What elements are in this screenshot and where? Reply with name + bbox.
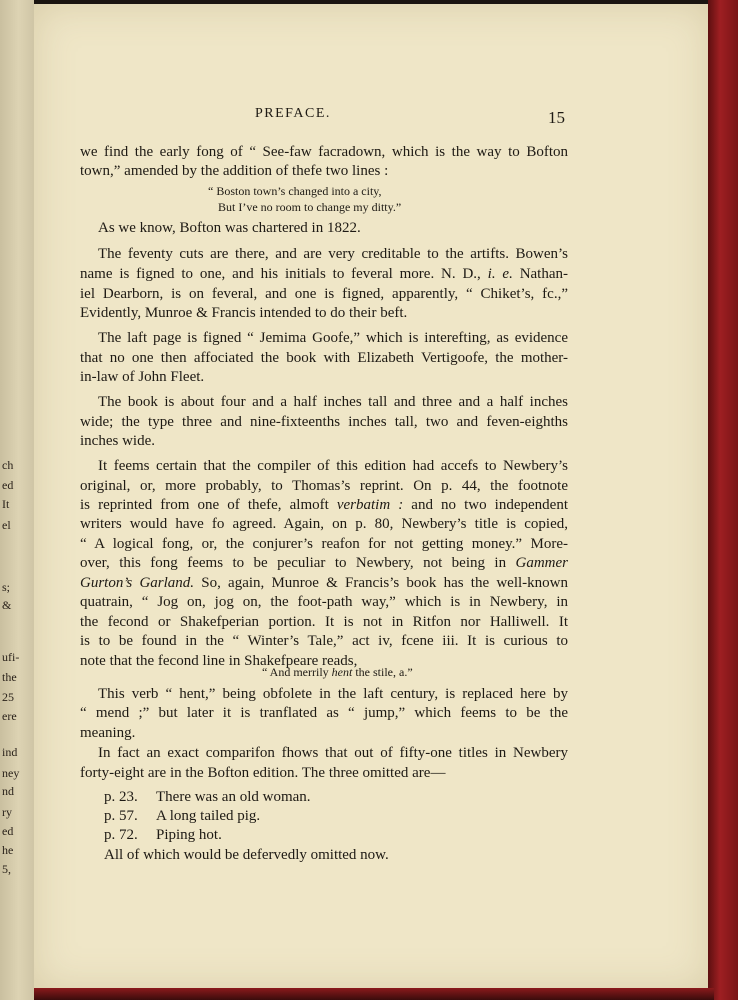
text-line: writers would have fo agreed. Again, on p. 80, Newbery’s title is copied, [80,516,568,532]
text-line [80,573,568,593]
italic-run: Gurton’s Garland. [80,575,195,591]
text-run: “ And merrily [262,665,332,679]
list-item-page: p. 57. [104,808,138,824]
text-line: note that the fecond line in Shakefpeare reads, [80,653,358,669]
margin-fragment: ed [2,824,14,838]
text-line: As we know, Bofton was chartered in 1822. [98,220,361,236]
list-item-title: Piping hot. [156,827,222,843]
margin-fragment: ry [2,805,12,819]
quote-line: But I’ve no room to change my ditty.” [218,200,402,214]
margin-fragment: ed [2,478,14,492]
bottom-binding-edge [34,988,714,1000]
facing-page-edge [0,0,34,1000]
text-line: Evidently, Munroe & Francis intended to do their beft. [80,305,408,321]
margin-fragment: el [2,518,11,532]
margin-fragment: ney [2,766,20,780]
text-line: iel Dearborn, is on feveral, and one is figned, apparently, “ Chiket’s, fc.,” [80,286,568,302]
text-run: over, this fong feems to be peculiar to Newbery, not being in [80,555,516,571]
text-line: town,” amended by the addition of thefe two lines : [80,163,389,179]
list-item-title: A long tailed pig. [156,808,261,824]
text-run: and no two independent [403,497,568,513]
text-run: the stile, a.” [352,665,413,679]
italic-run: verbatim : [336,497,404,513]
margin-fragment: 5, [2,862,11,876]
text-line: meaning. [80,725,136,741]
text-line: In fact an exact comparifon fhows that out of fifty-one titles in Newbery [98,745,568,761]
quote-line [262,665,413,680]
list-item [104,789,311,806]
text-line: forty-eight are in the Bofton edition. The three omitted are— [80,765,446,781]
list-item-page: p. 72. [104,827,138,843]
italic-run: i. e. [487,266,513,282]
text-line [80,553,568,573]
text-line: The book is about four and a half inches tall and three and a half inches [98,394,568,410]
text-line: quatrain, “ Jog on, jog on, the foot-path way,” which is in Newbery, in [80,594,568,610]
running-head: PREFACE. [255,106,331,121]
text-line [80,264,568,284]
margin-fragment: the [2,670,17,684]
list-item-page: p. 23. [104,789,138,805]
text-line: the fecond or Shakefperian portion. It is not in Ritfon nor Halliwell. It [80,614,568,630]
quote-line: “ Boston town’s changed into a city, [208,184,382,198]
margin-fragment: ere [2,709,17,723]
text-run: So, again, Munroe & Francis’s book has the well-known [194,575,568,591]
text-line: “ A logical fong, or, the conjurer’s reafon for not getting money.” More- [80,536,568,552]
text-run: Nathan- [512,266,569,282]
list-item-title: There was an old woman. [156,789,311,805]
text-line: original, or, more probably, to Thomas’s reprint. On p. 44, the footnote [80,478,568,494]
text-line: This verb “ hent,” being obfolete in the laft century, is replaced here by [98,686,568,702]
margin-fragment: s; [2,580,11,594]
text-line: The feventy cuts are there, and are very creditable to the artifts. Bowen’s [98,246,568,262]
margin-fragment: ind [2,745,18,759]
text-line: wide; the type three and nine-fixteenths inches tall, two and feven-eighths [80,414,568,430]
page-number: 15 [548,108,565,127]
text-line: It feems certain that the compiler of this edition had accefs to Newbery’s [98,458,568,474]
margin-fragment: nd [2,784,14,798]
margin-fragment: ufi- [2,650,20,664]
text-line: that no one then affociated the book with Elizabeth Vertigoofe, the mother- [80,350,568,366]
italic-run: hent [331,665,353,679]
list-item [104,827,222,844]
margin-fragment: he [2,843,14,857]
text-line: in-law of John Fleet. [80,369,205,385]
italic-run: Gammer [515,555,568,571]
text-line: The laft page is figned “ Jemima Goofe,” which is interefting, as evidence [98,330,568,346]
list-item [104,808,260,825]
text-run: is reprinted from one of thefe, almoft [80,497,337,513]
text-line [80,495,568,515]
text-line: is to be found in the “ Winter’s Tale,” act iv, fcene iii. It is curious to [80,633,568,649]
margin-fragment: ch [2,458,14,472]
text-run: name is figned to one, and his initials to feveral more. N. D., [80,266,488,282]
text-line: inches wide. [80,433,155,449]
margin-fragment: & [2,598,12,612]
margin-fragment: It [2,497,10,511]
text-line: “ mend ;” but later it is tranflated as “ jump,” which feems to be the [80,705,568,721]
closing-line: All of which would be defervedly omitted now. [104,847,389,863]
red-binding-edge [708,0,738,1000]
text-line: we find the early fong of “ See-faw facradown, which is the way to Bofton [80,144,568,160]
margin-fragment: 25 [2,690,14,704]
